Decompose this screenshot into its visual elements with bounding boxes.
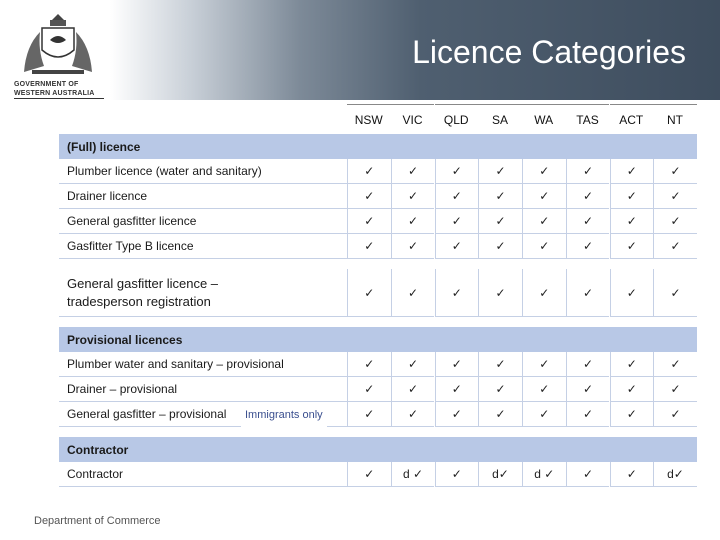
mark-nsw: ✓	[347, 159, 391, 184]
column-header-wa: WA	[522, 104, 566, 134]
mark-tas: ✓	[566, 377, 610, 402]
footer-department: Department of Commerce	[34, 515, 161, 527]
mark-nt: d✓	[653, 462, 697, 487]
table-row	[59, 377, 697, 402]
header-blank	[59, 104, 347, 134]
mark-tas: ✓	[566, 234, 610, 259]
logo-line-1: GOVERNMENT OF	[14, 81, 79, 88]
column-header-vic: VIC	[391, 104, 435, 134]
table-row	[59, 159, 697, 184]
column-header-act: ACT	[610, 104, 654, 134]
mark-vic: ✓	[391, 352, 435, 377]
table-row	[59, 209, 697, 234]
section-heading-row	[59, 437, 697, 462]
column-header-qld: QLD	[435, 104, 479, 134]
immigrants-only-note: Immigrants only	[241, 402, 327, 427]
section-heading-row	[59, 134, 697, 159]
table-header-row	[59, 104, 697, 134]
mark-nt: ✓	[653, 352, 697, 377]
mark-wa: d ✓	[522, 462, 566, 487]
mark-qld: ✓	[435, 352, 479, 377]
row-label: Drainer licence	[59, 184, 347, 209]
mark-nsw: ✓	[347, 269, 391, 317]
mark-vic: ✓	[391, 234, 435, 259]
mark-vic: ✓	[391, 209, 435, 234]
mark-sa: ✓	[478, 269, 522, 317]
mark-vic: ✓	[391, 159, 435, 184]
mark-act: ✓	[610, 352, 654, 377]
mark-wa: ✓	[522, 234, 566, 259]
mark-tas: ✓	[566, 402, 610, 427]
mark-nt: ✓	[653, 209, 697, 234]
mark-sa: ✓	[478, 184, 522, 209]
column-header-nsw: NSW	[347, 104, 391, 134]
slide-title: Licence Categories	[412, 34, 686, 70]
section-spacer	[59, 427, 697, 437]
mark-qld: ✓	[435, 209, 479, 234]
mark-tas: ✓	[566, 462, 610, 487]
logo-line-2: WESTERN AUSTRALIA	[14, 90, 95, 97]
mark-wa: ✓	[522, 352, 566, 377]
mark-act: ✓	[610, 377, 654, 402]
mark-nt: ✓	[653, 377, 697, 402]
mark-nsw: ✓	[347, 209, 391, 234]
mark-sa: ✓	[478, 402, 522, 427]
mark-tas: ✓	[566, 184, 610, 209]
mark-wa: ✓	[522, 269, 566, 317]
mark-nt: ✓	[653, 184, 697, 209]
mark-qld: ✓	[435, 377, 479, 402]
mark-qld: ✓	[435, 462, 479, 487]
mark-vic: ✓	[391, 269, 435, 317]
mark-act: ✓	[610, 159, 654, 184]
mark-act: ✓	[610, 234, 654, 259]
table-row	[59, 234, 697, 259]
mark-nsw: ✓	[347, 352, 391, 377]
mark-sa: ✓	[478, 159, 522, 184]
section-heading: (Full) licence	[67, 139, 141, 154]
section-spacer	[59, 317, 697, 327]
licence-table	[59, 104, 697, 487]
table-row	[59, 352, 697, 377]
column-header-tas: TAS	[566, 104, 610, 134]
mark-wa: ✓	[522, 377, 566, 402]
row-label: General gasfitter licence	[59, 209, 347, 234]
mark-nt: ✓	[653, 159, 697, 184]
row-label: Contractor	[59, 462, 347, 487]
section-heading-row	[59, 327, 697, 352]
mark-nt: ✓	[653, 402, 697, 427]
mark-tas: ✓	[566, 209, 610, 234]
section-heading: Provisional licences	[67, 332, 183, 347]
mark-qld: ✓	[435, 234, 479, 259]
mark-sa: ✓	[478, 377, 522, 402]
mark-qld: ✓	[435, 184, 479, 209]
mark-qld: ✓	[435, 402, 479, 427]
mark-nsw: ✓	[347, 402, 391, 427]
mark-nsw: ✓	[347, 184, 391, 209]
table-row	[59, 269, 697, 317]
mark-vic: ✓	[391, 402, 435, 427]
mark-act: ✓	[610, 462, 654, 487]
column-header-sa: SA	[478, 104, 522, 134]
mark-tas: ✓	[566, 352, 610, 377]
row-label: Drainer – provisional	[59, 377, 347, 402]
mark-tas: ✓	[566, 159, 610, 184]
row-label: Plumber licence (water and sanitary)	[59, 159, 347, 184]
mark-vic: d ✓	[391, 462, 435, 487]
mark-qld: ✓	[435, 269, 479, 317]
mark-nsw: ✓	[347, 377, 391, 402]
mark-sa: ✓	[478, 352, 522, 377]
table-row	[59, 402, 697, 427]
mark-nsw: ✓	[347, 462, 391, 487]
row-label: Gasfitter Type B licence	[59, 234, 347, 259]
row-label: General gasfitter – provisional	[59, 402, 347, 427]
mark-nt: ✓	[653, 234, 697, 259]
mark-sa: ✓	[478, 234, 522, 259]
mark-nt: ✓	[653, 269, 697, 317]
mark-wa: ✓	[522, 402, 566, 427]
column-header-nt: NT	[653, 104, 697, 134]
mark-act: ✓	[610, 269, 654, 317]
government-logo-text	[14, 80, 95, 98]
table-row	[59, 462, 697, 487]
mark-wa: ✓	[522, 209, 566, 234]
section-spacer	[59, 259, 697, 269]
mark-wa: ✓	[522, 184, 566, 209]
mark-act: ✓	[610, 184, 654, 209]
mark-wa: ✓	[522, 159, 566, 184]
mark-qld: ✓	[435, 159, 479, 184]
mark-sa: ✓	[478, 209, 522, 234]
mark-nsw: ✓	[347, 234, 391, 259]
logo-divider	[14, 98, 104, 99]
section-heading: Contractor	[67, 442, 129, 457]
table-row	[59, 184, 697, 209]
mark-sa: d✓	[478, 462, 522, 487]
row-label: Plumber water and sanitary – provisional	[59, 352, 347, 377]
mark-act: ✓	[610, 402, 654, 427]
mark-vic: ✓	[391, 377, 435, 402]
mark-vic: ✓	[391, 184, 435, 209]
mark-act: ✓	[610, 209, 654, 234]
mark-tas: ✓	[566, 269, 610, 317]
row-label: General gasfitter licence – tradesperson registration	[59, 269, 347, 317]
